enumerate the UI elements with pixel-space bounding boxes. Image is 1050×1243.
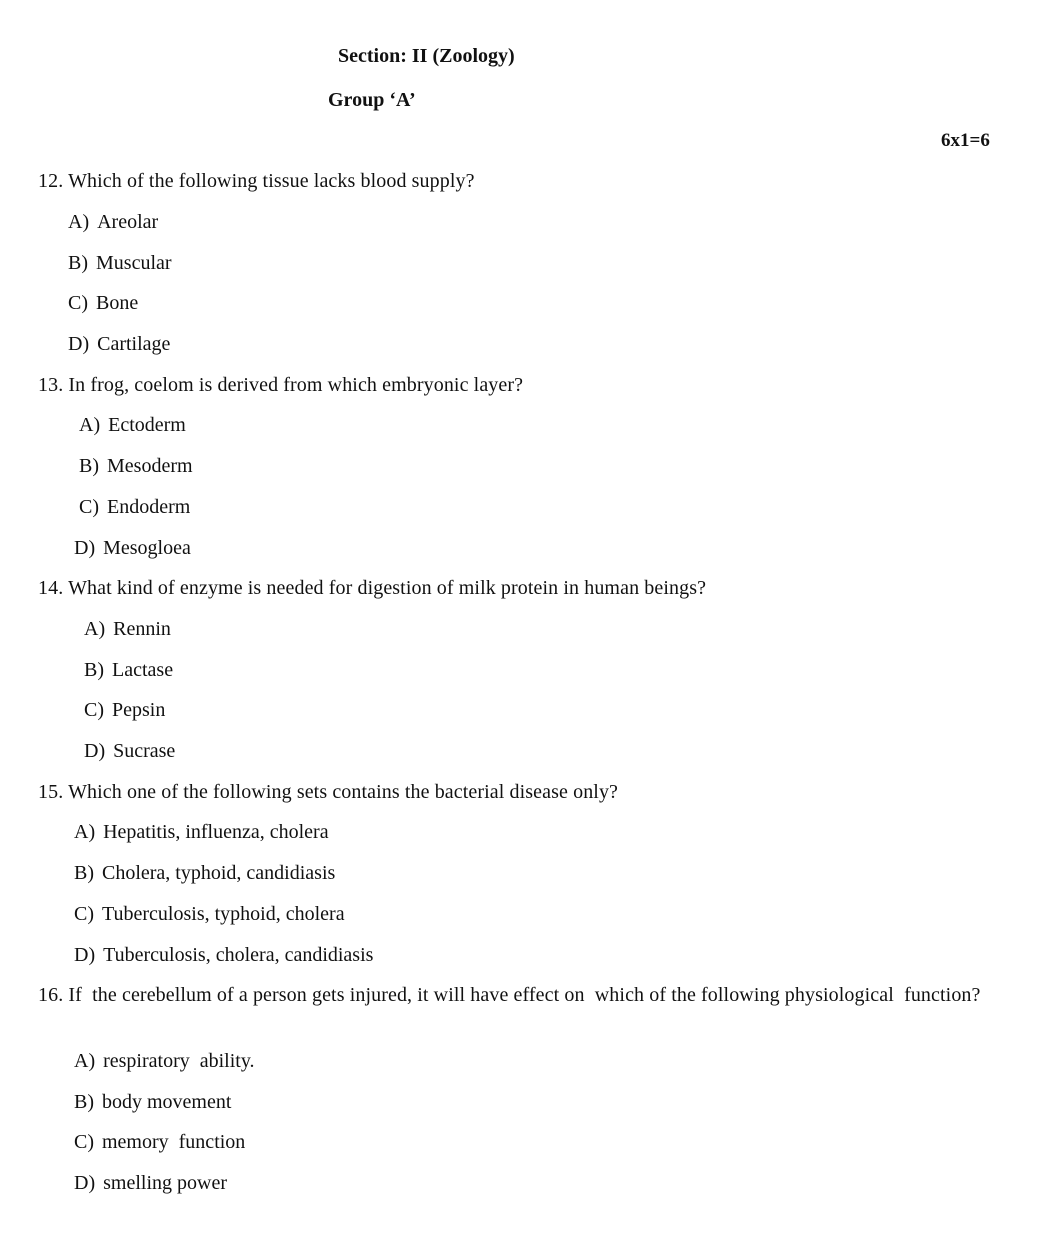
option-letter: B)	[74, 1091, 94, 1113]
option-text: respiratory ability.	[103, 1050, 255, 1072]
option-letter: C)	[74, 903, 94, 925]
option-text: Muscular	[96, 252, 172, 274]
question-13	[38, 374, 523, 397]
option-letter: B)	[74, 862, 94, 884]
option-16-d	[74, 1172, 227, 1195]
option-letter: A)	[84, 618, 106, 640]
question-text: If the cerebellum of a person gets injured, it will have effect on which of the following physiological function?	[68, 984, 981, 1006]
option-letter: B)	[84, 659, 104, 681]
question-number: 15.	[38, 781, 64, 803]
option-12-b	[68, 252, 172, 275]
option-letter: D)	[74, 944, 96, 966]
option-text: Cartilage	[97, 333, 171, 355]
option-letter: A)	[79, 414, 101, 436]
option-16-b	[74, 1091, 231, 1114]
option-text: Tuberculosis, typhoid, cholera	[102, 903, 345, 925]
option-13-d	[74, 537, 191, 560]
option-14-c	[84, 699, 165, 722]
question-text: Which of the following tissue lacks blood supply?	[68, 170, 475, 192]
option-16-c	[74, 1131, 245, 1154]
option-letter: B)	[68, 252, 88, 274]
option-text: Sucrase	[113, 740, 176, 762]
option-text: Mesogloea	[103, 537, 191, 559]
option-12-c	[68, 292, 138, 315]
group-title: Group ‘A’	[328, 89, 416, 111]
option-text: Endoderm	[107, 496, 191, 518]
option-13-a	[79, 414, 186, 437]
option-text: Hepatitis, influenza, cholera	[103, 821, 329, 843]
option-text: Pepsin	[112, 699, 166, 721]
option-12-d	[68, 333, 170, 356]
option-letter: C)	[84, 699, 104, 721]
option-letter: D)	[68, 333, 90, 355]
question-14	[38, 577, 706, 600]
option-16-a	[74, 1050, 255, 1073]
option-13-c	[79, 496, 190, 519]
option-letter: D)	[74, 537, 96, 559]
question-number: 12.	[38, 170, 64, 192]
question-15	[38, 781, 618, 804]
option-letter: D)	[84, 740, 106, 762]
option-text: Areolar	[97, 211, 159, 233]
question-text: In frog, coelom is derived from which embryonic layer?	[68, 374, 524, 396]
option-14-b	[84, 659, 173, 682]
option-12-a	[68, 211, 158, 234]
option-15-d	[74, 944, 373, 967]
question-number: 13.	[38, 374, 64, 396]
option-letter: C)	[79, 496, 99, 518]
option-letter: A)	[74, 821, 96, 843]
question-number: 16.	[38, 984, 64, 1006]
option-15-c	[74, 903, 345, 926]
option-14-a	[84, 618, 171, 641]
option-text: Ectoderm	[108, 414, 186, 436]
option-letter: B)	[79, 455, 99, 477]
question-number: 14.	[38, 577, 64, 599]
option-text: memory function	[102, 1131, 246, 1153]
option-letter: A)	[74, 1050, 96, 1072]
option-text: Cholera, typhoid, candidiasis	[102, 862, 336, 884]
option-letter: D)	[74, 1172, 96, 1194]
option-15-a	[74, 821, 329, 844]
option-14-d	[84, 740, 175, 763]
section-title: Section: II (Zoology)	[338, 45, 515, 67]
option-15-b	[74, 862, 335, 885]
marks-label: 6x1=6	[941, 130, 990, 151]
option-text: Tuberculosis, cholera, candidiasis	[103, 944, 374, 966]
option-text: Rennin	[113, 618, 171, 640]
question-text: Which one of the following sets contains the bacterial disease only?	[68, 781, 619, 803]
option-letter: A)	[68, 211, 90, 233]
option-letter: C)	[68, 292, 88, 314]
option-text: smelling power	[103, 1172, 227, 1194]
question-text: What kind of enzyme is needed for digestion of milk protein in human beings?	[68, 577, 707, 599]
question-16	[38, 984, 981, 1007]
option-text: body movement	[102, 1091, 232, 1113]
option-letter: C)	[74, 1131, 94, 1153]
option-text: Mesoderm	[107, 455, 193, 477]
option-13-b	[79, 455, 193, 478]
option-text: Bone	[96, 292, 139, 314]
option-text: Lactase	[112, 659, 174, 681]
question-12	[38, 170, 475, 193]
